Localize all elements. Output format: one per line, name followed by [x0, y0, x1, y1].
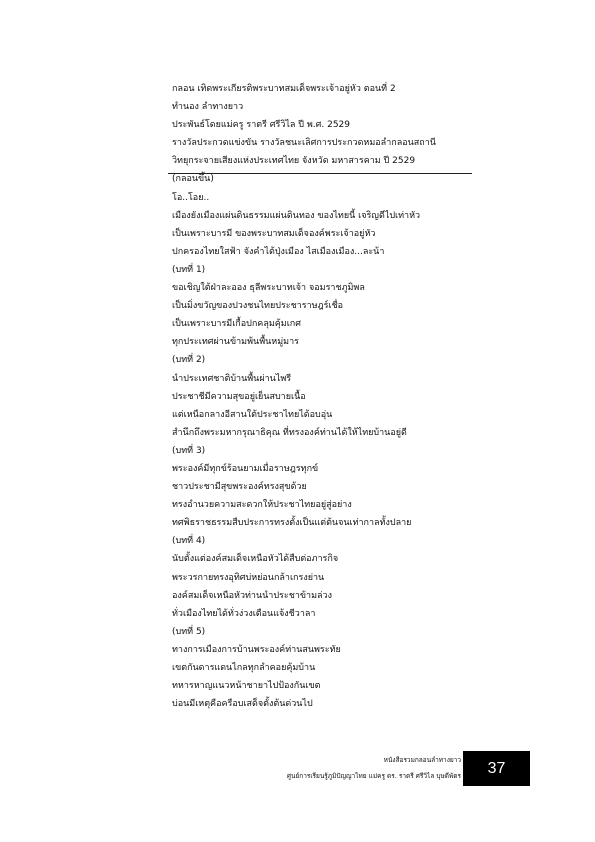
verse-line: นับตั้งแต่องค์สมเด็จเหนือหัวได้สืบต่อภารกิจ [172, 554, 339, 565]
header-divider [168, 173, 472, 174]
verse-line: ทั่วเมืองไทยได้ทั่วง่วงเตือนแจ้งชีวาลา [172, 608, 316, 619]
verse-line: ทรงอำนวยความสะดวกให้ประชาไทยอยู่สู่อย่าง [172, 500, 352, 511]
header-title: กลอน เทิดพระเกียรติพระบาทสมเด็จพระเจ้าอยู่หัว ตอนที่ 2 [172, 84, 396, 94]
verse-line: องค์สมเด็จเหนือหัวท่านนำประชาข้ามล่วง [172, 590, 332, 601]
footer-book-title: หนังสือรวมกลอนลำทางยาว [383, 756, 461, 764]
document-text [172, 80, 472, 713]
verse-line: แต่เหนือกลางอีสานใต้ประชาไทยได้อบอุ่น [172, 409, 333, 420]
verse-line: เป็นมิ่งขวัญของปวงชนไทยประชาราษฎร์เชื่อ [172, 301, 344, 312]
verse-line: ทุกประเทศผ่านข้ามพ้นพื้นหมู่มาร [172, 337, 299, 348]
section-label: (บทที่ 4) [172, 536, 206, 547]
header-author: ประพันธ์โดยแม่ครู ราตรี ศรีวิไล ปี พ.ศ. 2529 [172, 120, 350, 131]
header-award-2: วิทยุกระจายเสียงแห่งประเทศไทย จังหวัด มหาสารคาม ปี 2529 [172, 156, 416, 167]
verse-line: พระองค์มีทุกข์ร้อนยามเมื่อราษฎรทุกข์ [172, 463, 319, 474]
verse-line: ปกครองไทยใสฟ้า จังคำไต้ปุ่งเมือง ไสเมืองเมือง...ละน้า [172, 246, 385, 257]
footer-publisher: ศูนย์การเรียนรู้ภูมิปัญญาไทย แม่ครู ดร. ราตรี ศรีวิไล บุษดีพัตร [286, 772, 461, 780]
verse-line: พระวรกายทรงอุทิศบ่หย่อนกล้าเกรงย่าน [172, 572, 325, 583]
section-label: (บทที่ 2) [172, 355, 206, 366]
verse-line: นำประเทศชาติบ้านพื้นผ่านไพรี [172, 373, 292, 384]
section-label: (บทที่ 5) [172, 626, 206, 637]
verse-line: เขตกันดารแดนไกลทุกลำคอยคุ้มบ้าน [172, 663, 316, 673]
section-label: (บทที่ 3) [172, 445, 206, 456]
header-award-1: รางวัลประกวดแข่งขัน รางวัลชนะเลิศการประกวดหมอลำกลอนสถานี [172, 138, 436, 149]
verse-line: ขอเชิญใต้ฝ่าละออง ธุลีพระบาทเจ้า จอมราชภูมิพล [172, 283, 365, 294]
section-label: (บทที่ 1) [172, 264, 206, 275]
verse-line: เมืองยังเมืองแผ่นดินธรรมแผ่นดินทอง ของไทยนี้ เจริญดีไปเท่าหัว [172, 210, 421, 221]
page-number-box [463, 751, 530, 786]
verse-line: ทหารหาญแนวหน้าชายาไปป้องกันเขต [172, 681, 321, 692]
page-number: 37 [487, 759, 506, 777]
verse-line: เป็นเพราะบารมี ของพระบาทสมเด็จองค์พระเจ้าอยู่หัว [172, 228, 376, 239]
verse-line: (กลอนขึ้น) [172, 174, 214, 185]
verse-line: เป็นเพราะบารมีเกื้อปกคลุมคุ้มเกศ [172, 319, 301, 330]
header-melody: ทำนอง ลำทางยาว [172, 102, 244, 113]
verse-line: สำนึกถึงพระมหากรุณาธิคุณ ที่ทรงองค์ท่านได้ให้ไทยบ้านอยู่ดี [172, 427, 407, 438]
verse-line: ทางการเมืองการบ้านพระองค์ท่านสนพระทัย [172, 644, 341, 655]
verse-line: โอ..โอย.. [172, 192, 210, 203]
verse-line: ทศพิธราชธรรมสืบประการทรงตั้งเป็นแต่ต้นจนเท่ากาลทั้งปลาย [172, 518, 412, 529]
verse-line: ชาวประชามีสุขพระองค์ทรงสุขด้วย [172, 482, 307, 493]
verse-line: บ่อนมีเหตุคือครือบเสด็จตั้งต้นด่วนไป [172, 699, 313, 710]
verse-line: ประชาชีมีความสุขอยู่เย็นสบายเนื้อ [172, 391, 306, 402]
page-footer [287, 752, 461, 784]
